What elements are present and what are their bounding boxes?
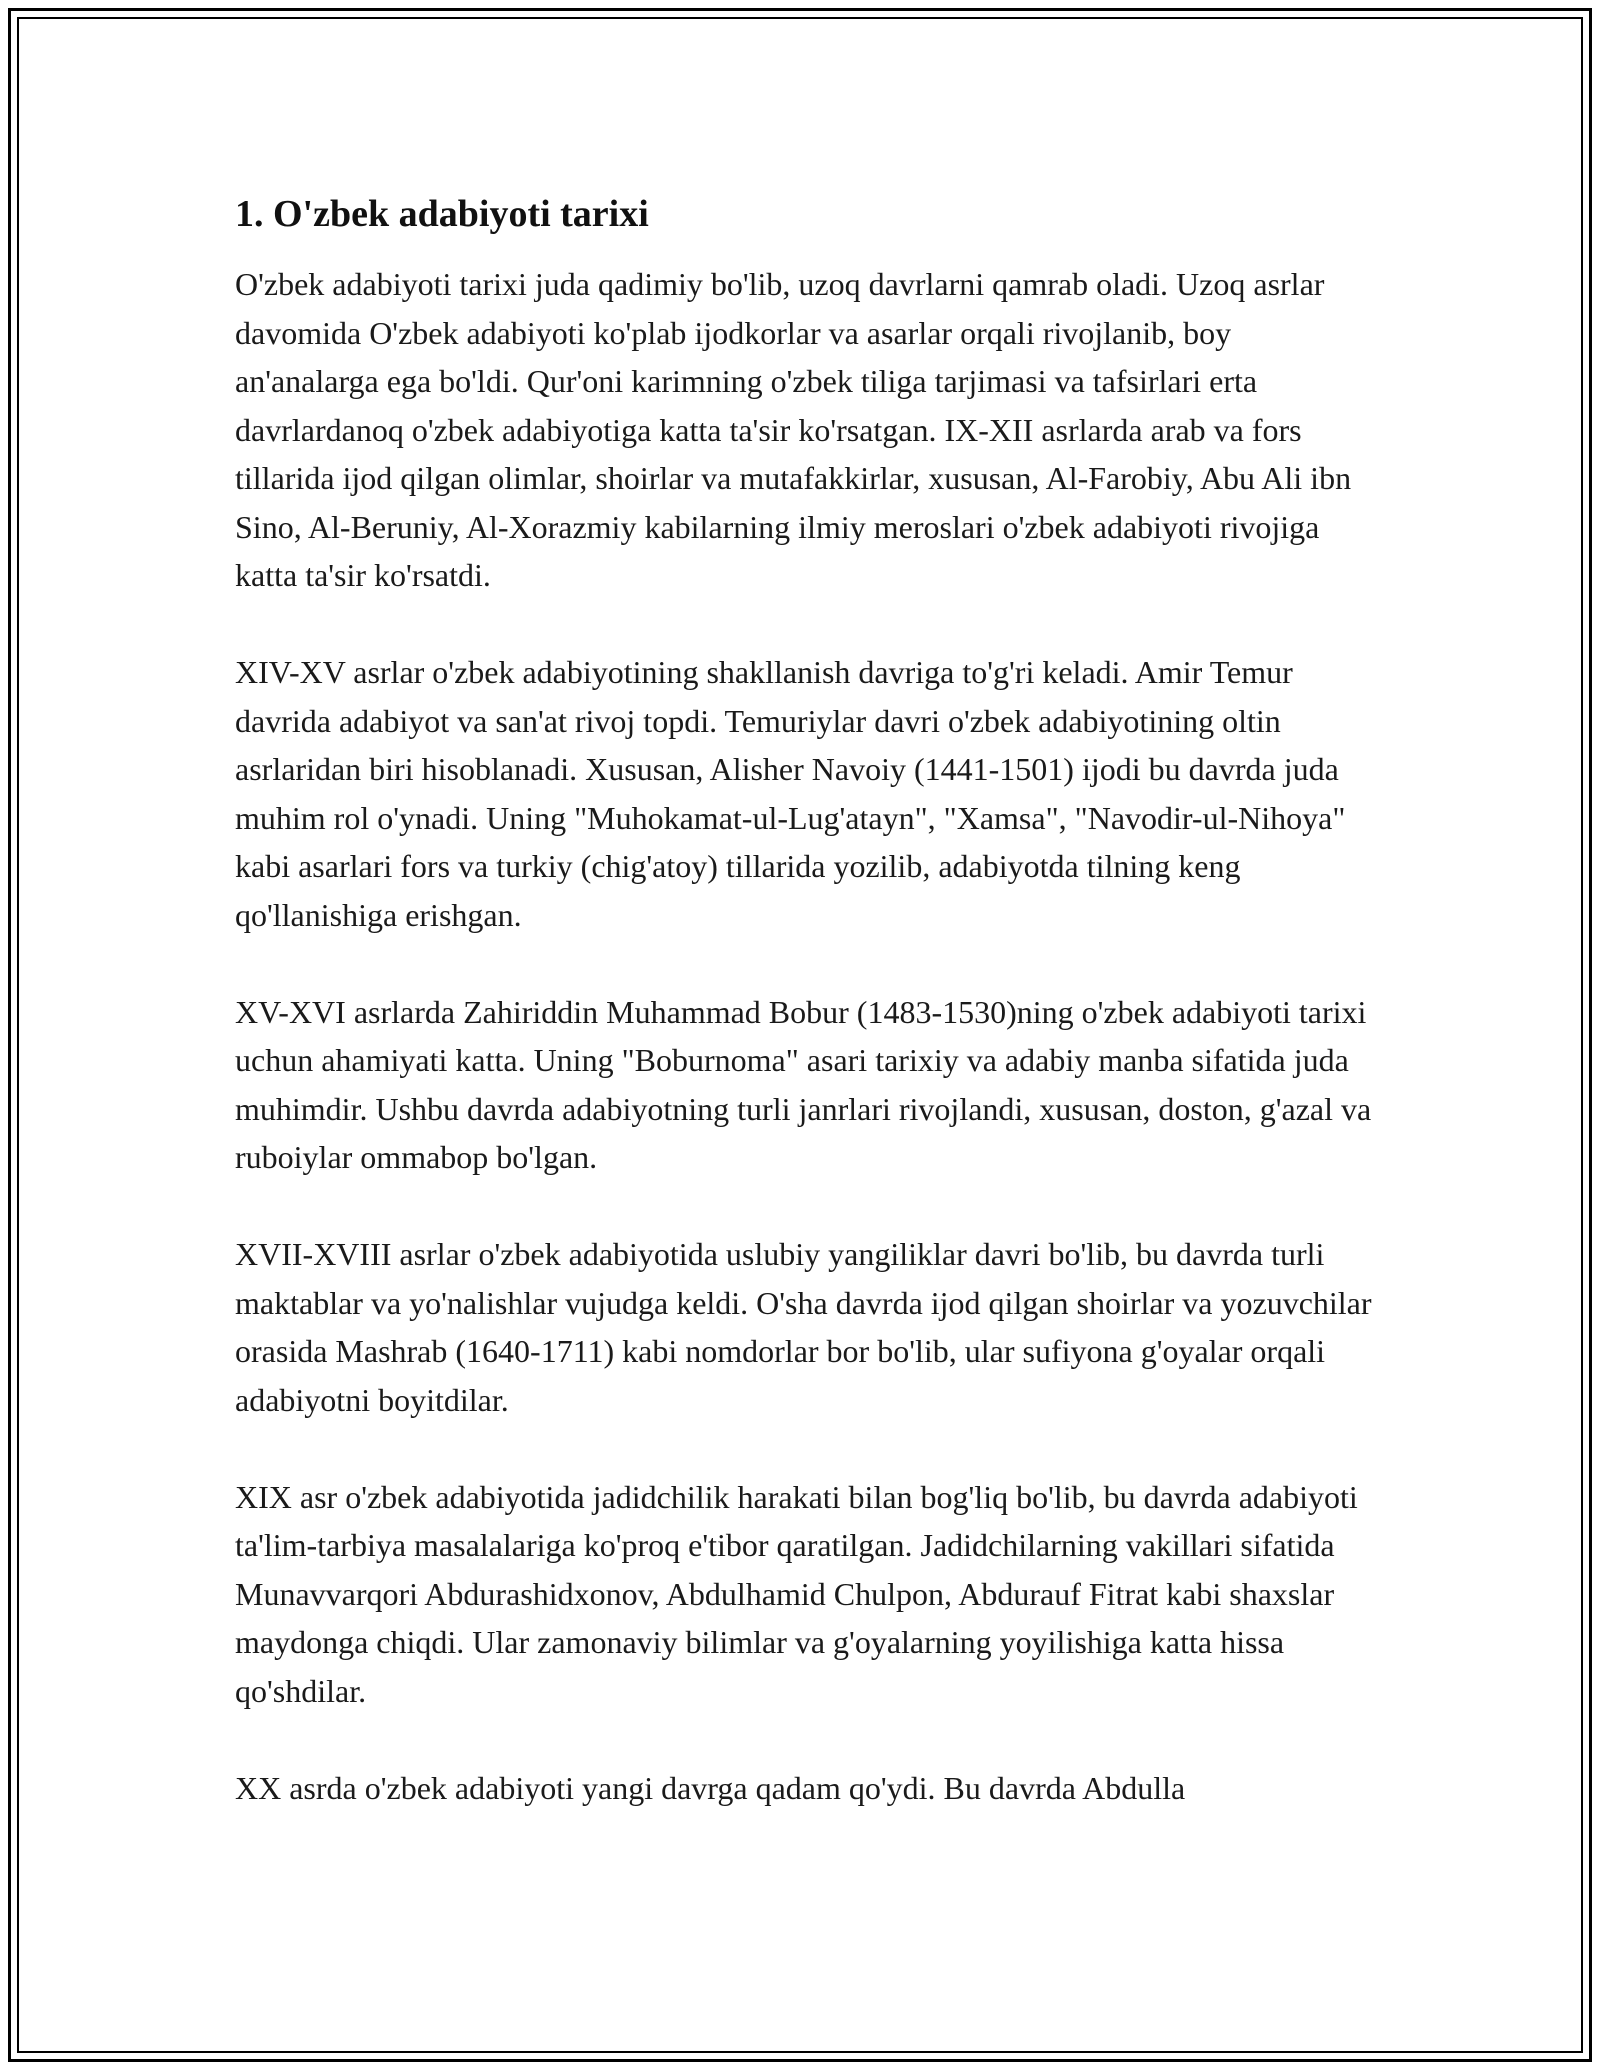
paragraph-4: XVII-XVIII asrlar o'zbek adabiyotida uslubiy yangiliklar davri bo'lib, bu davrda turli maktablar va yo'nalishlar vujudga keldi. O'sha davrda ijod qilgan shoirlar va yozuvchilar orasida Mashrab (1640-1711) kabi nomdorlar bor bo'lib, ular sufiyona g'oyalar orqali adabiyotni boyitdilar. <box>235 1236 1372 1418</box>
paragraph-6: XX asrda o'zbek adabiyoti yangi davrga qadam qo'ydi. Bu davrda Abdulla <box>235 1769 1186 1806</box>
paragraph-3: XV-XVI asrlarda Zahiriddin Muhammad Bobur (1483-1530)ning o'zbek adabiyoti tarixi uchun ahamiyati katta. Uning "Boburnoma" asari tarixiy va adabiy manba sifatida juda muhimdir. Ushbu davrda adabiyotning turli janrlari rivojlandi, xususan, doston, g'azal va ruboiylar ommabop bo'lgan. <box>235 993 1372 1175</box>
document-body <box>235 188 1375 1861</box>
paragraph-2: XIV-XV asrlar o'zbek adabiyotining shakllanish davriga to'g'ri keladi. Amir Temur davrida adabiyot va san'at rivoj topdi. Temuriylar davri o'zbek adabiyotining oltin asrlaridan biri hisoblanadi. Xususan, Alisher Navoiy (1441-1501) ijodi bu davrda juda muhim rol o'ynadi. Uning "Muhokamat-ul-Lug'atayn", "Xamsa", "Navodir-ul-Nihoya" kabi asarlari fors va turkiy (chig'atoy) tillarida yozilib, adabiyotda tilning keng qo'llanishiga erishgan. <box>235 654 1346 933</box>
paragraph-5: XIX asr o'zbek adabiyotida jadidchilik harakati bilan bog'liq bo'lib, bu davrda adabiyoti ta'lim-tarbiya masalalariga ko'proq e'tibor qaratilgan. Jadidchilarning vakillari sifatida Munavvarqori Abdurashidxonov, Abdulhamid Chulpon, Abdurauf Fitrat kabi shaxslar maydonga chiqdi. Ular zamonaviy bilimlar va g'oyalarning yoyilishiga katta hissa qo'shdilar. <box>235 1478 1358 1709</box>
section-heading: 1. O'zbek adabiyoti tarixi <box>235 193 649 235</box>
paragraph-1: O'zbek adabiyoti tarixi juda qadimiy bo'lib, uzoq davrlarni qamrab oladi. Uzoq asrlar davomida O'zbek adabiyoti ko'plab ijodkorlar va asarlar orqali rivojlanib, boy an'analarga ega bo'ldi. Qur'oni karimning o'zbek tiliga tarjimasi va tafsirlari erta davrlardanoq o'zbek adabiyotiga katta ta'sir ko'rsatgan. IX-XII asrlarda arab va fors tillarida ijod qilgan olimlar, shoirlar va mutafakkirlar, xususan, Al-Farobiy, Abu Ali ibn Sino, Al-Beruniy, Al-Xorazmiy kabilarning ilmiy meroslari o'zbek adabiyoti rivojiga katta ta'sir ko'rsatdi. <box>235 266 1352 593</box>
